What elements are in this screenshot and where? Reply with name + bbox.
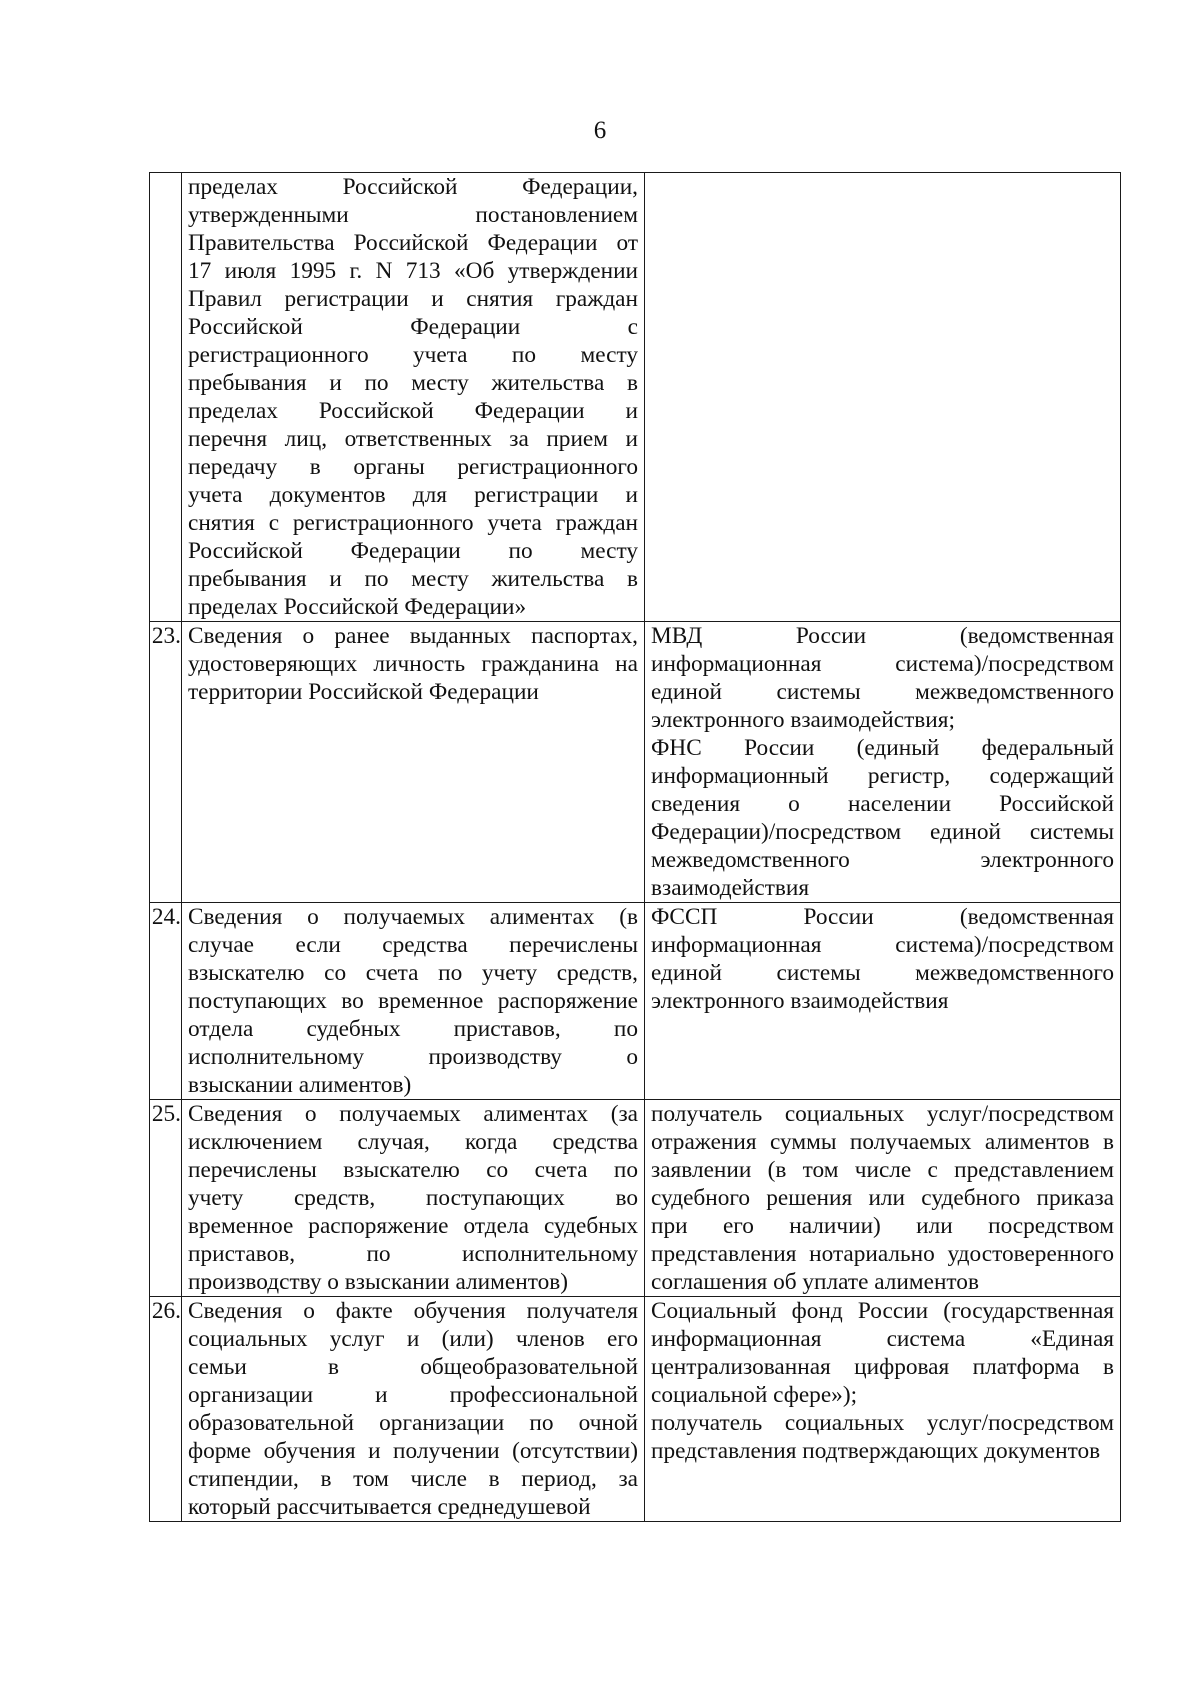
row-number: 25. — [150, 1100, 182, 1297]
information-line: случае если средства перечислены — [188, 932, 638, 958]
information-line: передачу в органы регистрационного — [188, 454, 638, 480]
information-line: организации и профессиональной — [188, 1382, 638, 1408]
source-line: получатель социальных услуг/посредством — [651, 1101, 1114, 1127]
table-row — [150, 903, 1121, 1100]
row-number: 23. — [150, 622, 182, 903]
source-line: ФССП России (ведомственная — [651, 904, 1114, 930]
information-line: пределах Российской Федерации и — [188, 398, 638, 424]
information-line: поступающих во временное распоряжение — [188, 988, 638, 1014]
information-line: социальных услуг и (или) членов его — [188, 1326, 638, 1352]
information-line: Сведения о получаемых алиментах (за — [188, 1101, 638, 1127]
source-cell — [645, 622, 1121, 903]
information-line: временное распоряжение отдела судебных — [188, 1213, 638, 1239]
information-line: Сведения о факте обучения получателя — [188, 1298, 638, 1324]
source-line: МВД России (ведомственная — [651, 623, 1114, 649]
information-line: семьи в общеобразовательной — [188, 1354, 638, 1380]
source-line: сведения о населении Российской — [651, 791, 1114, 817]
source-line: электронного взаимодействия; — [651, 707, 955, 733]
information-line: отдела судебных приставов, по — [188, 1016, 638, 1042]
information-cell — [182, 1297, 645, 1522]
information-line: Российской Федерации с — [188, 314, 638, 340]
information-cell — [182, 622, 645, 903]
information-line: пребывания и по месту жительства в — [188, 370, 638, 396]
information-line: учету средств, поступающих во — [188, 1185, 638, 1211]
source-line: информационный регистр, содержащий — [651, 763, 1114, 789]
information-line: регистрационного учета по месту — [188, 342, 638, 368]
information-line: приставов, по исполнительному — [188, 1241, 638, 1267]
source-line: представления подтверждающих документов — [651, 1438, 1101, 1464]
source-line: электронного взаимодействия — [651, 988, 949, 1014]
information-cell — [182, 1100, 645, 1297]
information-line: территории Российской Федерации — [188, 679, 539, 705]
table-row — [150, 1297, 1121, 1522]
information-line: пребывания и по месту жительства в — [188, 566, 638, 592]
table-row — [150, 1100, 1121, 1297]
source-line: информационная система)/посредством — [651, 651, 1114, 677]
table-body — [150, 173, 1121, 1522]
information-line: снятия с регистрационного учета граждан — [188, 510, 638, 536]
information-line: перечислены взыскателю со счета по — [188, 1157, 638, 1183]
source-line: Федерации)/посредством единой системы — [651, 819, 1114, 845]
source-line: информационная система)/посредством — [651, 932, 1114, 958]
information-line: Российской Федерации по месту — [188, 538, 638, 564]
source-line: межведомственного электронного — [651, 847, 1114, 873]
information-line: взыскателю со счета по учету средств, — [188, 960, 638, 986]
information-cell — [182, 173, 645, 622]
information-line: исполнительному производству о — [188, 1044, 638, 1070]
source-line: единой системы межведомственного — [651, 679, 1114, 705]
source-cell — [645, 1100, 1121, 1297]
source-line: получатель социальных услуг/посредством — [651, 1410, 1114, 1436]
source-cell — [645, 1297, 1121, 1522]
information-line: форме обучения и получении (отсутствии) — [188, 1438, 638, 1464]
source-line: заявлении (в том числе с представлением — [651, 1157, 1114, 1183]
row-number — [150, 173, 182, 622]
information-cell — [182, 903, 645, 1100]
source-line: единой системы межведомственного — [651, 960, 1114, 986]
source-line: Социальный фонд России (государственная — [651, 1298, 1114, 1324]
table-row — [150, 622, 1121, 903]
source-line: представления нотариально удостоверенного — [651, 1241, 1114, 1267]
information-line: Сведения о получаемых алиментах (в — [188, 904, 638, 930]
source-line: социальной сфере»); — [651, 1382, 858, 1408]
information-line: взыскании алиментов) — [188, 1072, 412, 1098]
information-line: пределах Российской Федерации, — [188, 174, 638, 200]
information-line: стипендии, в том числе в период, за — [188, 1466, 638, 1492]
information-line: Правил регистрации и снятия граждан — [188, 286, 638, 312]
information-line: утвержденными постановлением — [188, 202, 638, 228]
page-number: 6 — [593, 117, 607, 144]
information-line: Сведения о ранее выданных паспортах, — [188, 623, 638, 649]
information-line: исключением случая, когда средства — [188, 1129, 638, 1155]
source-cell — [645, 903, 1121, 1100]
source-line: ФНС России (единый федеральный — [651, 735, 1114, 761]
source-line: отражения суммы получаемых алиментов в — [651, 1129, 1114, 1155]
source-line: централизованная цифровая платформа в — [651, 1354, 1114, 1380]
row-number: 24. — [150, 903, 182, 1100]
information-sources-table — [149, 172, 1121, 1522]
information-line: производству о взыскании алиментов) — [188, 1269, 568, 1295]
information-line: удостоверяющих личность гражданина на — [188, 651, 638, 677]
row-number: 26. — [150, 1297, 182, 1522]
source-line: судебного решения или судебного приказа — [651, 1185, 1114, 1211]
source-line: взаимодействия — [651, 875, 810, 901]
source-cell — [645, 173, 1121, 622]
information-line: образовательной организации по очной — [188, 1410, 638, 1436]
information-line: который рассчитывается среднедушевой — [188, 1494, 591, 1520]
information-line: пределах Российской Федерации» — [188, 594, 527, 620]
information-line: Правительства Российской Федерации от — [188, 230, 638, 256]
information-line: 17 июля 1995 г. N 713 «Об утверждении — [188, 258, 638, 284]
source-line: при его наличии) или посредством — [651, 1213, 1114, 1239]
information-line: перечня лиц, ответственных за прием и — [188, 426, 638, 452]
source-line: информационная система «Единая — [651, 1326, 1114, 1352]
table-row — [150, 173, 1121, 622]
information-line: учета документов для регистрации и — [188, 482, 638, 508]
source-line: соглашения об уплате алиментов — [651, 1269, 979, 1295]
